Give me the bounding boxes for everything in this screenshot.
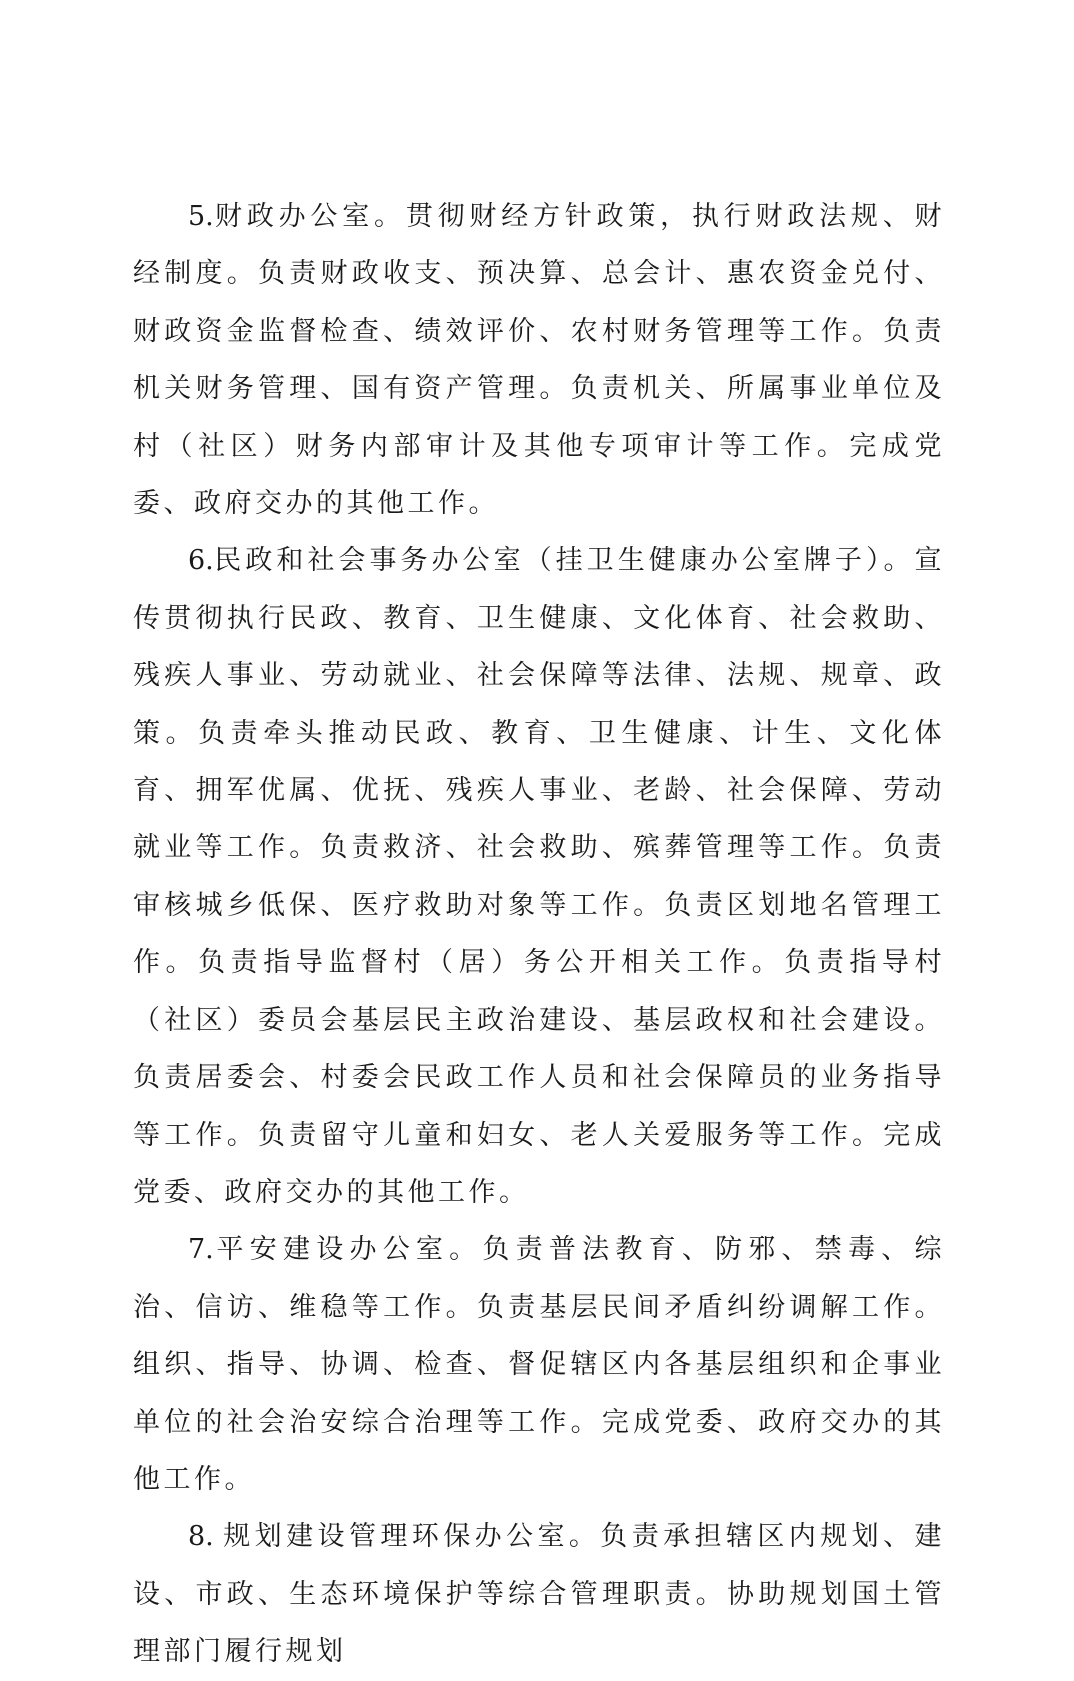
paragraph-number: 7. [188, 1234, 214, 1266]
paragraph-text: 规划建设管理环保办公室。负责承担辖区内规划、建设、市政、生态环境保护等综合管理职责。协助规划国土管理部门履行规划 [133, 1521, 946, 1668]
paragraph-6 [133, 532, 945, 1221]
paragraph-text: 民政和社会事务办公室（挂卫生健康办公室牌子）。宣传贯彻执行民政、教育、卫生健康、文化体育、社会救助、残疾人事业、劳动就业、社会保障等法律、法规、规章、政策。负责牵头推动民政、教育、卫生健康、计生、文化体育、拥军优属、优抚、残疾人事业、老龄、社会保障、劳动就业等工作。负责救济、社会救助、殡葬管理等工作。负责审核城乡低保、医疗救助对象等工作。负责区划地名管理工作。负责指导监督村（居）务公开相关工作。负责指导村（社区）委员会基层民主政治建设、基层政权和社会建设。负责居委会、村委会民政工作人员和社会保障员的业务指导等工作。负责留守儿童和妇女、老人关爱服务等工作。完成党委、政府交办的其他工作。 [133, 545, 945, 1208]
paragraph-8 [133, 1508, 945, 1680]
paragraph-7 [133, 1221, 945, 1508]
paragraph-text: 财政办公室。贯彻财经方针政策，执行财政法规、财经制度。负责财政收支、预决算、总会计、惠农资金兑付、财政资金监督检查、绩效评价、农村财务管理等工作。负责机关财务管理、国有资产管理。负责机关、所属事业单位及村（社区）财务内部审计及其他专项审计等工作。完成党委、政府交办的其他工作。 [133, 201, 945, 520]
paragraph-text: 平安建设办公室。负责普法教育、防邪、禁毒、综治、信访、维稳等工作。负责基层民间矛盾纠纷调解工作。组织、指导、协调、检查、督促辖区内各基层组织和企事业单位的社会治安综合治理等工作。完成党委、政府交办的其他工作。 [133, 1234, 945, 1495]
paragraph-number: 5. [188, 201, 214, 232]
paragraph-number: 8. [188, 1521, 224, 1553]
paragraph-5 [133, 188, 945, 532]
document-body [133, 188, 945, 1681]
paragraph-number: 6. [188, 545, 214, 577]
